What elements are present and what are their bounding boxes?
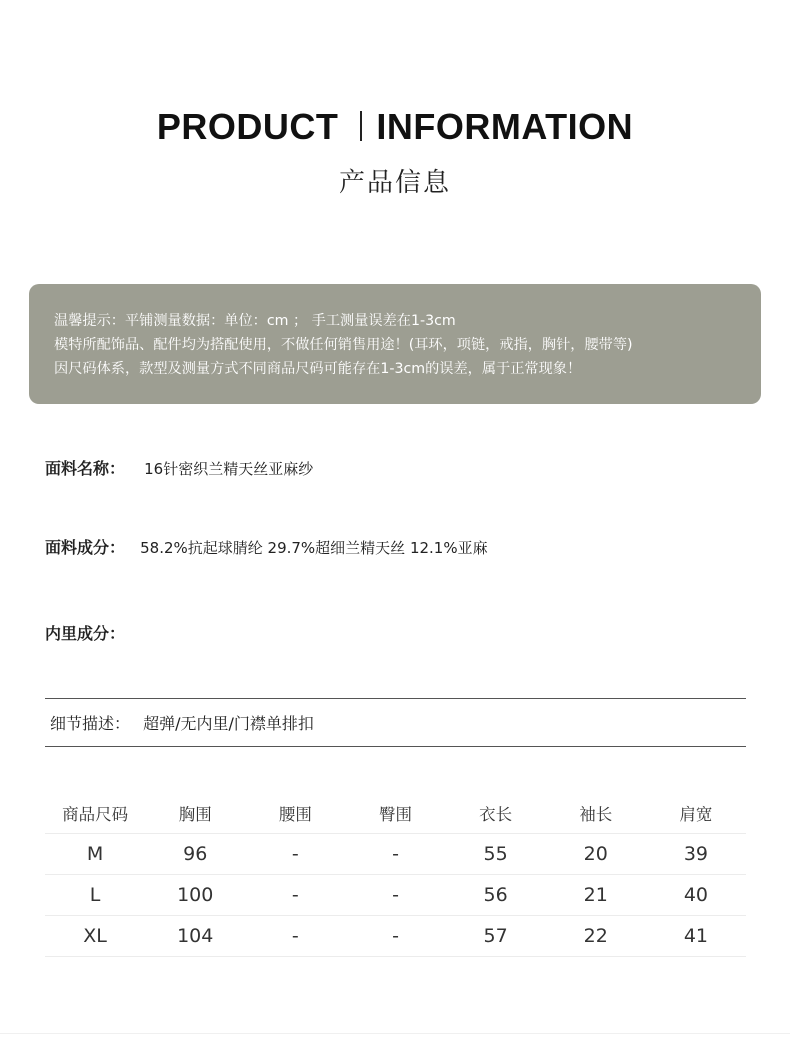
- table-cell: -: [345, 875, 445, 916]
- table-row: [45, 834, 746, 875]
- fabric-composition-value: 58.2%抗起球腈纶 29.7%超细兰精天丝 12.1%亚麻: [140, 539, 488, 557]
- table-cell: 56: [446, 875, 546, 916]
- detail-label: 细节描述：: [50, 714, 131, 733]
- detail-row: [50, 711, 314, 734]
- header-sleeve: 袖长: [546, 793, 646, 834]
- table-cell: -: [245, 834, 345, 875]
- table-cell: M: [45, 834, 145, 875]
- table-cell: 57: [446, 916, 546, 957]
- fabric-composition-label: 面料成分：: [45, 538, 126, 557]
- header-length: 衣长: [446, 793, 546, 834]
- table-cell: 20: [546, 834, 646, 875]
- fabric-name-row: [45, 456, 313, 479]
- notice-line-1: 温馨提示：平铺测量数据：单位：cm ； 手工测量误差在1-3cm: [54, 313, 456, 329]
- lining-label: 内里成分：: [45, 624, 126, 643]
- table-cell: 41: [646, 916, 746, 957]
- header-shoulder: 肩宽: [646, 793, 746, 834]
- title-product: PRODUCT: [156, 106, 339, 147]
- page-title-en: [0, 106, 790, 148]
- title-information: INFORMATION: [376, 106, 634, 147]
- size-table-header: [45, 793, 746, 834]
- notice-box: [29, 284, 761, 404]
- divider-top: [45, 698, 746, 699]
- detail-value: 超弹/无内里/门襟单排扣: [143, 714, 314, 733]
- header-size: 商品尺码: [45, 793, 145, 834]
- table-cell: -: [345, 834, 445, 875]
- title-divider: [360, 111, 362, 141]
- table-cell: 40: [646, 875, 746, 916]
- page-title-cn: 产品信息: [338, 168, 451, 198]
- notice-line-2: 模特所配饰品、配件均为搭配使用，不做任何销售用途！(耳环，项链，戒指，胸针，腰带等): [54, 337, 633, 353]
- table-cell: -: [245, 875, 345, 916]
- table-cell: 104: [145, 916, 245, 957]
- table-cell: XL: [45, 916, 145, 957]
- notice-line-3: 因尺码体系，款型及测量方式不同商品尺码可能存在1-3cm的误差，属于正常现象！: [54, 361, 582, 377]
- table-cell: -: [345, 916, 445, 957]
- table-row: [45, 875, 746, 916]
- header-chest: 胸围: [145, 793, 245, 834]
- table-cell: -: [245, 916, 345, 957]
- size-table: [45, 793, 746, 957]
- table-cell: 21: [546, 875, 646, 916]
- lining-row: [45, 621, 125, 644]
- table-cell: L: [45, 875, 145, 916]
- table-cell: 55: [446, 834, 546, 875]
- header-waist: 腰围: [245, 793, 345, 834]
- table-row: [45, 916, 746, 957]
- footer-divider: [0, 1033, 790, 1034]
- table-cell: 22: [546, 916, 646, 957]
- fabric-name-label: 面料名称：: [45, 459, 126, 478]
- fabric-composition-row: [45, 535, 488, 558]
- table-cell: 100: [145, 875, 245, 916]
- header-hip: 臀围: [345, 793, 445, 834]
- divider-bottom: [45, 746, 746, 747]
- table-cell: 96: [145, 834, 245, 875]
- table-cell: 39: [646, 834, 746, 875]
- fabric-name-value: 16针密织兰精天丝亚麻纱: [144, 460, 314, 478]
